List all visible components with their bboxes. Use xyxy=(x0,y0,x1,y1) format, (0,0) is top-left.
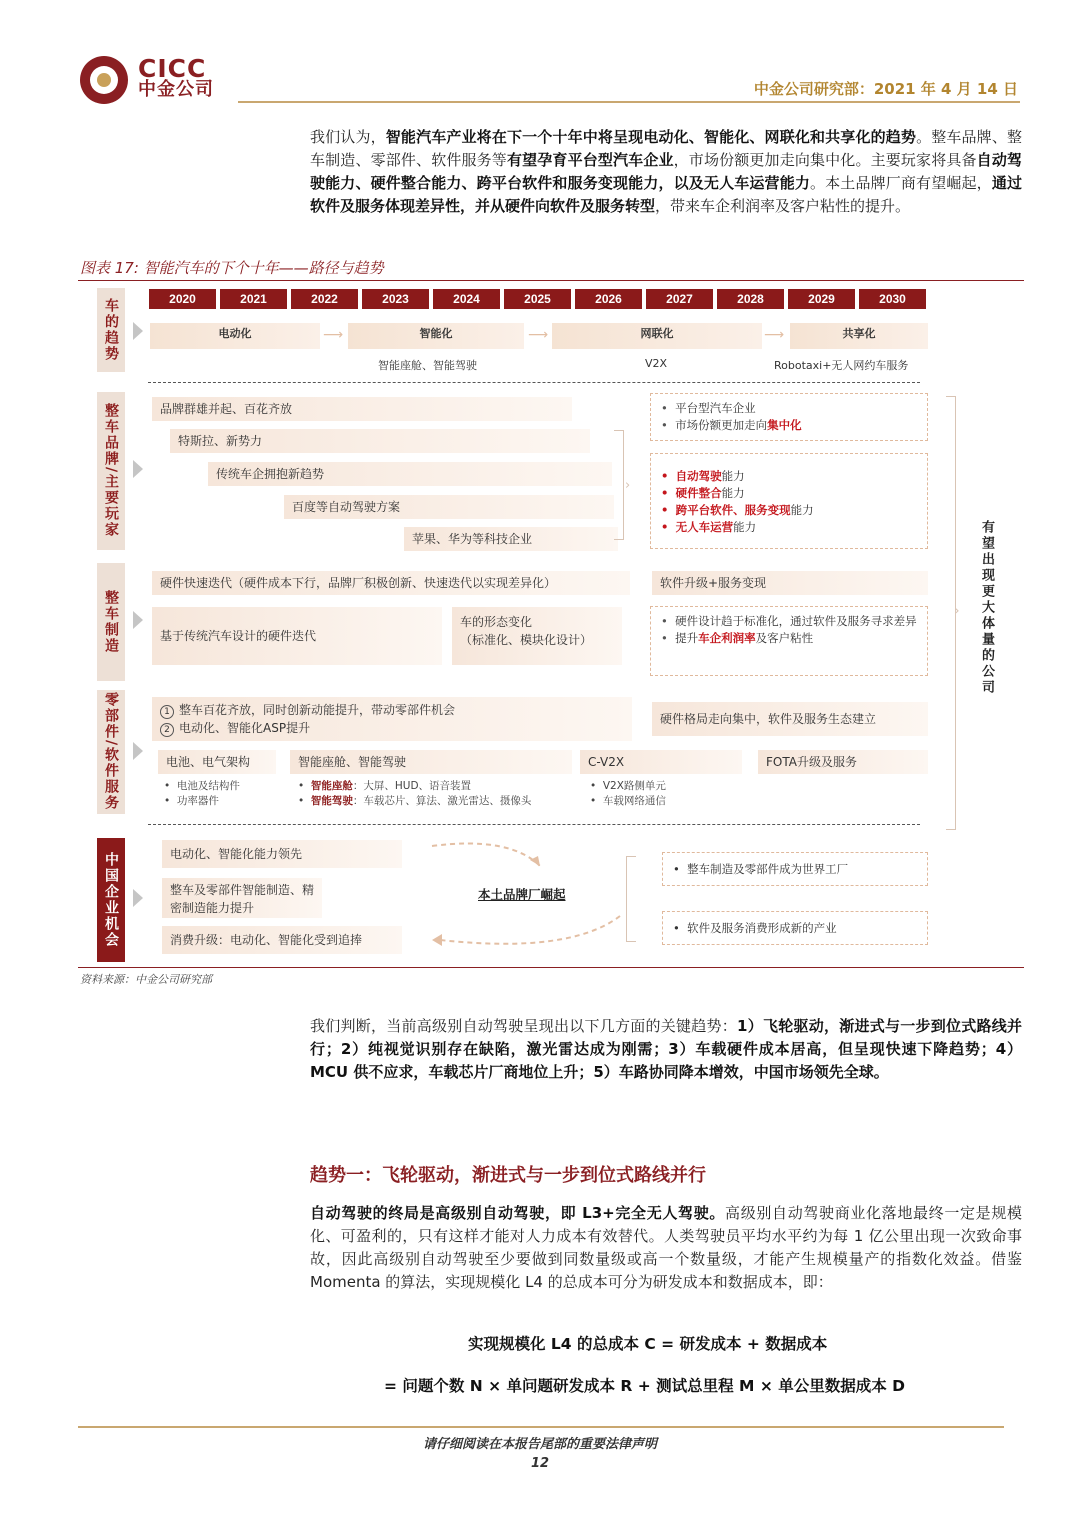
manufacturing-bar: 硬件快速迭代（硬件成本下行，品牌厂积极创新、快速迭代以实现差异化） xyxy=(152,571,630,595)
judgement-paragraph: 我们判断，当前高级别自动驾驶呈现出以下几方面的关键趋势：1）飞轮驱动，渐进式与一步到位式路线并行；2）纯视觉识别存在缺陷，激光雷达成为刚需；3）车载硬件成本居高，但呈现快速下降趋势；4）MCU 供不应求，车载芯片厂商地位上升；5）车路协同降本增效，中国市场领先全球。 xyxy=(310,1017,1022,1081)
player-step: 百度等自动驾驶方案 xyxy=(284,495,614,519)
parts-right-bar: 硬件格局走向集中，软件及服务生态建立 xyxy=(652,702,928,736)
figure-source: 资料来源：中金公司研究部 xyxy=(80,973,212,986)
side-label-players: 整车品牌/主要玩家 xyxy=(97,392,125,550)
manufacturing-shape-change: 车的形态变化 （标准化、模块化设计） xyxy=(452,607,622,665)
intro-paragraph: 我们认为，智能汽车产业将在下一个十年中将呈现电动化、智能化、网联化和共享化的趋势。整车品牌、整车制造、零部件、软件服务等有望孕育平台型汽车企业，市场份额更加走向集中化。主要玩家将具备自动驾驶能力、硬件整合能力、跨平台软件和服务变现能力，以及无人车运营能力。本土品牌厂商有望崛起，通过软件及服务体现差异性，并从硬件向软件及服务转型，带来车企利润率及客户粘性的提升。 xyxy=(310,128,1022,215)
smart-items: • 智能座舱：大屏、HUD、语音装置 • 智能驾驶：车载芯片、算法、激光雷达、摄像头 xyxy=(298,780,532,807)
year-label: 2027 xyxy=(646,289,713,309)
year-label: 2029 xyxy=(788,289,855,309)
trend-sub: Robotaxi+无人网约车服务 xyxy=(774,359,909,372)
side-label-manufacturing: 整车制造 xyxy=(97,563,125,681)
v2x-items: • V2X路侧单元 • 车载网络通信 xyxy=(590,780,666,807)
formula-line-1: 实现规模化 L4 的总成本 C = 研发成本 + 数据成本 xyxy=(468,1335,828,1353)
trend-stage: 共享化 xyxy=(790,323,928,349)
year-label: 2024 xyxy=(433,289,500,309)
row-marker-icon xyxy=(133,611,143,629)
manufacturing-box: • 硬件设计趋于标准化，通过软件及服务寻求差异 • 提升车企利润率及客户粘性 xyxy=(650,606,928,676)
arrow-right-icon: ⟶ xyxy=(323,327,344,343)
figure-title: 图表 17: 智能汽车的下个十年——路径与趋势 xyxy=(80,259,384,277)
player-step: 苹果、华为等科技企业 xyxy=(404,527,618,551)
china-left-bar: 整车及零部件智能制造、精密制造能力提升 xyxy=(162,878,322,918)
figure-bottom-rule xyxy=(78,967,1024,968)
footer-rule xyxy=(78,1426,1004,1428)
trend-stage: 智能化 xyxy=(348,323,524,349)
year-label: 2028 xyxy=(717,289,784,309)
section-paragraph: 自动驾驶的终局是高级别自动驾驶，即 L3+完全无人驾驶。高级别自动驾驶商业化落地最终一定是规模化、可盈利的，只有这样才能对人力成本有效替代。人类驾驶员平均水平约为每 1 亿公里出现一次致命事故，因此高级别自动驾驶至少要做到同数量级或高一个数量级，才能产生规模量产的指数化效益。借鉴 Momenta 的算法，实现规模化 L4 的总成本可分为研发成本和数据成本，即： xyxy=(310,1204,1022,1291)
player-step: 品牌群雄并起、百花齐放 xyxy=(152,397,572,421)
year-label: 2026 xyxy=(575,289,642,309)
year-label: 2023 xyxy=(362,289,429,309)
side-label-parts: 零部件/软件服务 xyxy=(97,690,125,814)
player-step: 特斯拉、新势力 xyxy=(170,429,590,453)
player-box-capabilities: • 自动驾驶能力 • 硬件整合能力 • 跨平台软件、服务变现能力 • 无人车运营能力 xyxy=(650,453,928,549)
arrow-right-icon: › xyxy=(625,478,631,493)
row-marker-icon xyxy=(133,889,143,907)
right-vertical-note: 有望出现更大体量的公司 xyxy=(979,520,994,696)
group-brace xyxy=(626,856,636,942)
parts-category: 智能座舱、智能驾驶 xyxy=(290,750,572,774)
trend-sub: 智能座舱、智能驾驶 xyxy=(378,359,477,372)
manufacturing-right-bar: 软件升级+服务变现 xyxy=(652,571,928,595)
header-rule xyxy=(238,101,1020,103)
footer-disclaimer: 请仔细阅读在本报告尾部的重要法律声明 xyxy=(422,1437,657,1452)
parts-category: FOTA升级及服务 xyxy=(758,750,928,774)
logo-en: CICC xyxy=(138,54,207,83)
china-center: 本土品牌厂崛起 xyxy=(478,887,566,902)
section-heading: 趋势一：飞轮驱动，渐进式与一步到位式路线并行 xyxy=(310,1165,706,1186)
arrow-right-icon: › xyxy=(954,603,960,619)
page-number: 12 xyxy=(530,1456,550,1471)
year-label: 2025 xyxy=(504,289,571,309)
player-step: 传统车企拥抱新趋势 xyxy=(208,462,612,486)
year-label: 2030 xyxy=(859,289,926,309)
player-box-platform: • 平台型汽车企业 • 市场份额更加走向集中化 xyxy=(650,393,928,441)
arrow-right-icon: ⟶ xyxy=(764,327,785,343)
side-label-china: 中国企业机会 xyxy=(97,838,125,962)
china-left-bar: 电动化、智能化能力领先 xyxy=(162,840,402,868)
trend-sub: V2X xyxy=(645,357,668,370)
parts-summary: 1 整车百花齐放，同时创新动能提升，带动零部件机会 2 电动化、智能化ASP提升 xyxy=(152,697,632,741)
china-right-box: • 整车制造及零部件成为世界工厂 xyxy=(662,852,928,886)
year-label: 2022 xyxy=(291,289,358,309)
china-left-bar: 消费升级：电动化、智能化受到追捧 xyxy=(162,926,402,954)
manufacturing-bar: 基于传统汽车设计的硬件迭代 xyxy=(152,607,442,665)
row-divider xyxy=(148,382,920,383)
row-marker-icon xyxy=(133,742,143,760)
group-brace xyxy=(614,430,624,540)
header-date: 中金公司研究部：2021 年 4 月 14 日 xyxy=(753,80,1018,98)
trend-stage: 电动化 xyxy=(150,323,320,349)
battery-items: • 电池及结构件 • 功率器件 xyxy=(164,780,240,807)
formula-line-2: = 问题个数 N × 单问题研发成本 R + 测试总里程 M × 单公里数据成本 D xyxy=(384,1377,906,1395)
row-marker-icon xyxy=(133,460,143,478)
logo-cn: 中金公司 xyxy=(138,79,214,100)
year-label: 2020 xyxy=(149,289,216,309)
china-right-box: • 软件及服务消费形成新的产业 xyxy=(662,911,928,945)
trend-stage: 网联化 xyxy=(552,323,762,349)
arrow-right-icon: ⟶ xyxy=(528,327,549,343)
row-divider xyxy=(148,824,920,825)
row-marker-icon xyxy=(133,322,143,340)
parts-category: C-V2X xyxy=(580,750,742,774)
parts-category: 电池、电气架构 xyxy=(158,750,276,774)
cicc-logo-icon xyxy=(80,56,128,104)
figure-top-rule xyxy=(78,280,1024,281)
year-label: 2021 xyxy=(220,289,287,309)
side-label-trend: 车的趋势 xyxy=(97,288,125,372)
